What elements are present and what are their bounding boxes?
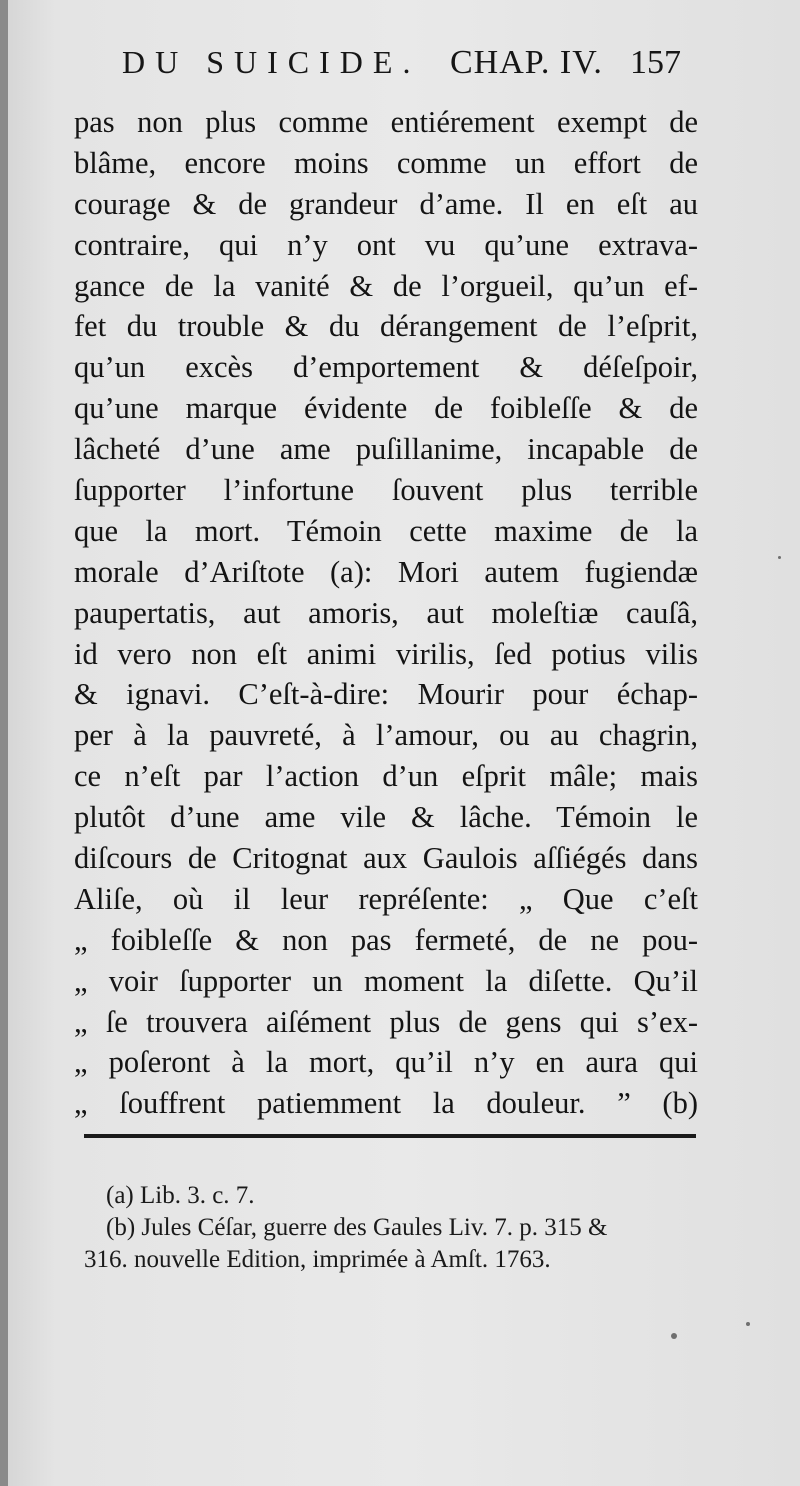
text-line: lâcheté d’une ame puſillanime, incapable de xyxy=(74,432,698,467)
text-line: ſupporter l’infortune ſouvent plus terrible xyxy=(74,473,698,508)
text-line: per à la pauvreté, à l’amour, ou au chagrin, xyxy=(74,718,698,753)
text-line: id vero non eſt animi virilis, ſed potius vilis xyxy=(74,636,698,671)
footnote-b: (b) Jules Céſar, guerre des Gaules Liv. 7. p. 315 & xyxy=(106,1214,608,1241)
text-line: blâme, encore moins comme un effort de xyxy=(74,145,698,180)
text-line: fet du trouble & du dérangement de l’eſprit, xyxy=(74,309,698,344)
footnote-rule xyxy=(84,1134,696,1138)
text-line: „ ſe trouvera aiſément plus de gens qui s’ex- xyxy=(74,1004,698,1039)
text-line: qu’une marque évidente de foibleſſe & de xyxy=(74,391,698,426)
paper-speck xyxy=(778,556,781,559)
page-header xyxy=(118,44,690,94)
page-number: 157 xyxy=(630,44,681,81)
text-line: paupertatis, aut amoris, aut moleſtiæ cauſâ, xyxy=(74,595,698,630)
text-line: plutôt d’une ame vile & lâche. Témoin le xyxy=(74,800,698,835)
text-line: „ foibleſſe & non pas fermeté, de ne pou- xyxy=(74,922,698,957)
text-line: pas non plus comme entiérement exempt de xyxy=(74,105,698,139)
text-line: & ignavi. C’eſt-à-dire: Mourir pour échap- xyxy=(74,677,698,712)
text-line: morale d’Ariſtote (a): Mori autem fugiendæ xyxy=(74,554,698,589)
text-line: gance de la vanité & de l’orgueil, qu’un ef- xyxy=(74,268,698,303)
footnotes xyxy=(84,1180,698,1276)
text-line: diſcours de Critognat aux Gaulois aſſiégés dans xyxy=(74,841,698,876)
footnote-b-continued: 316. nouvelle Edition, imprimée à Amſt. 1763. xyxy=(84,1246,551,1273)
text-line: „ poſeront à la mort, qu’il n’y en aura qui xyxy=(74,1045,698,1080)
running-title: DU SUICIDE. xyxy=(122,44,421,80)
text-line: qu’un excès d’emportement & déſeſpoir, xyxy=(74,350,698,385)
book-page xyxy=(8,0,800,1486)
text-line: contraire, qui n’y ont vu qu’une extrava- xyxy=(74,227,698,262)
text-line: que la mort. Témoin cette maxime de la xyxy=(74,513,698,548)
paper-speck xyxy=(671,1333,677,1339)
text-line: „ voir ſupporter un moment la diſette. Qu’il xyxy=(74,963,698,998)
text-line: „ ſouffrent patiemment la douleur. ” (b) xyxy=(74,1086,698,1121)
text-line: ce n’eſt par l’action d’un eſprit mâle; mais xyxy=(74,759,698,794)
body-text xyxy=(74,102,698,1124)
text-line: Aliſe, où il leur repréſente: „ Que c’eſt xyxy=(74,881,698,916)
text-line: courage & de grandeur d’ame. Il en eſt au xyxy=(74,186,698,221)
chapter-label: CHAP. IV. xyxy=(450,44,603,81)
paper-speck xyxy=(746,1322,750,1326)
footnote-a: (a) Lib. 3. c. 7. xyxy=(106,1182,255,1209)
